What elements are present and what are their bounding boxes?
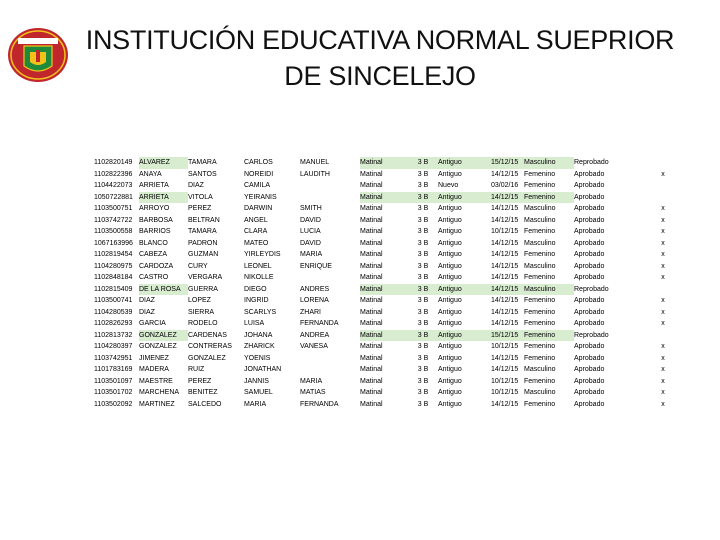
first-surname-cell: ANAYA [139,170,162,178]
shift-cell: Matinal [360,343,383,350]
gender-cell: Femenino [524,308,556,316]
second-surname-cell: CURY [188,262,208,270]
grade-cell: 3 B [417,320,429,327]
grade-cell: 3 B [408,192,438,204]
first-name-cell: NOREIDI [244,170,274,178]
shift-cell: Matinal [360,366,383,373]
table-row [94,399,688,411]
student-id-cell: 1102813732 [94,331,133,339]
gender-cell: Femenino [524,354,556,362]
middle-name-cell [300,192,360,204]
date-cell: 14/12/15 [491,274,519,281]
grade-cell: 3 B [408,157,438,169]
table-row [94,387,688,399]
first-surname-cell: ALVAREZ [139,157,188,169]
table-row [94,307,688,319]
grade-cell: 3 B [408,284,438,296]
middle-name-cell: VANESA [300,343,328,350]
second-surname-cell: SALCEDO [188,400,222,408]
grade-cell: 3 B [417,366,429,373]
second-surname-cell: PADRON [188,239,218,247]
mark-cell: x [661,228,665,235]
title-line-2: DE SINCELEJO [284,61,476,91]
shift-cell: Matinal [360,274,383,281]
first-name-cell: YIRLEYDIS [244,251,281,258]
grade-cell: 3 B [417,274,429,281]
table-row [94,157,688,169]
grade-cell: 3 B [417,262,429,270]
date-cell: 14/12/15 [491,239,519,247]
mark-cell [638,192,688,204]
student-id-cell: 1067163996 [94,239,133,247]
result-cell: Aprobado [574,251,605,258]
grade-cell: 3 B [408,330,438,342]
middle-name-cell: MANUEL [300,159,330,166]
enrollment-status-cell: Antiguo [438,366,462,373]
second-surname-cell: GONZALEZ [188,354,226,362]
second-surname-cell: BENITEZ [188,389,218,396]
first-name-cell: JOHANA [244,331,273,339]
student-id-cell: 1102822396 [94,170,133,178]
result-cell: Aprobado [574,216,605,224]
first-surname-cell: CABEZA [139,251,168,258]
mark-cell: x [661,400,665,408]
mark-cell: x [661,354,665,362]
date-cell: 14/12/15 [491,216,519,224]
second-surname-cell: CARDENAS [188,331,227,339]
student-id-cell: 1101783169 [94,366,133,373]
first-surname-cell: ARROYO [139,205,170,212]
first-name-cell: NIKOLLE [244,274,274,281]
grade-cell: 3 B [417,170,429,178]
first-surname-cell: GONZALEZ [139,343,177,350]
date-cell: 15/12/15 [491,330,524,342]
date-cell: 14/12/15 [491,400,519,408]
student-id-cell: 1050722881 [94,193,133,201]
first-name-cell: ZHARICK [244,343,275,350]
gender-cell: Masculino [524,262,556,270]
second-surname-cell: GUERRA [188,285,218,293]
result-cell: Aprobado [574,182,605,189]
result-cell: Aprobado [574,228,605,235]
result-cell: Aprobado [574,320,605,327]
second-surname-cell: TAMARA [188,159,217,166]
first-name-cell: DARWIN [244,205,273,212]
middle-name-cell [300,353,360,365]
second-surname-cell: CONTRERAS [188,343,232,350]
grade-cell: 3 B [417,354,429,362]
second-surname-cell: GUZMAN [188,251,219,258]
shift-cell: Matinal [360,228,383,235]
shift-cell: Matinal [360,157,408,169]
mark-cell: x [661,170,665,178]
result-cell: Aprobado [574,354,605,362]
gender-cell: Masculino [524,366,556,373]
student-id-cell: 1104422073 [94,182,133,189]
middle-name-cell: DAVID [300,216,321,224]
shift-cell: Matinal [360,400,383,408]
enrollment-status-cell: Antiguo [438,205,462,212]
mark-cell: x [661,366,665,373]
result-cell: Reprobado [574,159,609,166]
student-id-cell: 1103500741 [94,297,133,304]
mark-cell: x [661,251,665,258]
mark-cell [638,157,688,169]
date-cell: 14/12/15 [491,297,519,304]
student-id-cell: 1102819454 [94,251,133,258]
gender-cell: Femenino [524,251,556,258]
first-surname-cell: GONZALEZ [139,330,188,342]
gender-cell: Masculino [524,205,556,212]
middle-name-cell [300,180,360,192]
enrollment-status-cell: Antiguo [438,330,491,342]
second-surname-cell: TAMARA [188,228,217,235]
second-surname-cell: SIERRA [188,308,215,316]
middle-name-cell: LAUDITH [300,170,330,178]
table-row [94,215,688,227]
table-row [94,226,688,238]
middle-name-cell: DAVID [300,239,321,247]
student-id-cell: 1103500751 [94,205,133,212]
shift-cell: Matinal [360,389,383,396]
first-name-cell: CLARA [244,228,268,235]
first-name-cell: YOENIS [244,354,271,362]
first-name-cell: MARIA [244,400,267,408]
result-cell: Aprobado [574,400,605,408]
second-surname-cell: PEREZ [188,377,212,385]
first-surname-cell: CASTRO [139,274,169,281]
result-cell: Aprobado [574,343,605,350]
table-row [94,203,688,215]
gender-cell: Femenino [524,330,574,342]
middle-name-cell: MARIA [300,251,323,258]
date-cell: 10/12/15 [491,228,519,235]
result-cell: Aprobado [574,193,605,201]
result-cell: Aprobado [574,377,605,385]
second-surname-cell: PEREZ [188,205,212,212]
mark-cell: x [661,216,665,224]
grade-cell: 3 B [417,216,429,224]
first-name-cell: JONATHAN [244,366,282,373]
middle-name-cell: MARIA [300,377,323,385]
middle-name-cell: FERNANDA [300,400,339,408]
result-cell: Reprobado [574,285,609,293]
student-id-cell: 1102820149 [94,159,133,166]
first-name-cell: MATEO [244,239,269,247]
second-surname-cell: LOPEZ [188,297,211,304]
student-id-cell: 1103742951 [94,354,133,362]
second-surname-cell: SANTOS [188,170,217,178]
date-cell: 14/12/15 [491,251,519,258]
enrollment-status-cell: Antiguo [438,320,462,327]
second-surname-cell: DIAZ [188,182,204,189]
middle-name-cell: ZHARI [300,308,321,316]
grade-cell: 3 B [417,251,429,258]
middle-name-cell [300,272,360,284]
gender-cell: Femenino [524,170,556,178]
first-name-cell: SCARLYS [244,308,277,316]
shift-cell: Matinal [360,170,383,178]
first-surname-cell: DE LA ROSA [139,284,188,296]
student-id-cell: 1103500558 [94,228,133,235]
shift-cell: Matinal [360,262,383,270]
first-surname-cell: CARDOZA [139,262,174,270]
date-cell: 10/12/15 [491,343,519,350]
first-name-cell: ANGEL [244,216,268,224]
gender-cell: Femenino [524,192,574,204]
result-cell: Aprobado [574,308,605,316]
result-cell: Aprobado [574,366,605,373]
grade-cell: 3 B [417,400,429,408]
mark-cell: x [661,389,665,396]
gender-cell: Masculino [524,284,574,296]
mark-cell [638,180,688,192]
gender-cell: Femenino [524,297,556,304]
enrollment-status-cell: Antiguo [438,239,462,247]
enrollment-status-cell: Antiguo [438,400,462,408]
first-name-cell: JANNIS [244,377,269,385]
middle-name-cell: MATIAS [300,389,326,396]
result-cell: Aprobado [574,170,605,178]
gender-cell: Femenino [524,377,556,385]
second-surname-cell: VITOLA [188,193,213,201]
enrollment-status-cell: Antiguo [438,377,462,385]
shift-cell: Matinal [360,182,383,189]
first-surname-cell: GARCIA [139,320,166,327]
enrollment-status-cell: Antiguo [438,192,491,204]
student-id-cell: 1104280397 [94,343,133,350]
first-surname-cell: BLANCO [139,239,168,247]
date-cell: 14/12/15 [491,192,524,204]
mark-cell: x [661,320,665,327]
table-row [94,364,688,376]
first-surname-cell: MARCHENA [139,389,180,396]
shift-cell: Matinal [360,308,383,316]
middle-name-cell [300,364,360,376]
mark-cell: x [661,239,665,247]
student-id-cell: 1104280975 [94,262,133,270]
shift-cell: Matinal [360,354,383,362]
date-cell: 03/02/16 [491,182,519,189]
gender-cell: Femenino [524,228,556,235]
middle-name-cell: ANDRES [300,285,330,293]
grade-cell: 3 B [417,308,429,316]
first-name-cell: INGRID [244,297,269,304]
gender-cell: Masculino [524,216,556,224]
middle-name-cell: SMITH [300,205,322,212]
first-name-cell: LEONEL [244,262,272,270]
result-cell: Aprobado [574,262,605,270]
gender-cell: Femenino [524,274,556,281]
date-cell: 15/12/15 [491,157,524,169]
enrollment-status-cell: Antiguo [438,228,462,235]
gender-cell: Femenino [524,320,556,327]
enrollment-status-cell: Antiguo [438,274,462,281]
middle-name-cell: ENRIQUE [300,262,332,270]
result-cell: Aprobado [574,205,605,212]
enrollment-status-cell: Antiguo [438,170,462,178]
date-cell: 10/12/15 [491,389,519,396]
student-id-cell: 1103501702 [94,389,133,396]
table-row [94,318,688,330]
mark-cell: x [661,377,665,385]
first-surname-cell: BARRIOS [139,228,171,235]
shift-cell: Matinal [360,192,408,204]
enrollment-status-cell: Antiguo [438,251,462,258]
date-cell: 14/12/15 [491,205,519,212]
second-surname-cell: RUIZ [188,366,205,373]
table-row [94,376,688,388]
first-name-cell: CAMILA [244,182,271,189]
grade-cell: 3 B [417,205,429,212]
enrollment-status-cell: Antiguo [438,284,491,296]
gender-cell: Femenino [524,400,556,408]
result-cell: Aprobado [574,389,605,396]
middle-name-cell: FERNANDA [300,320,339,327]
date-cell: 14/12/15 [491,366,519,373]
mark-cell: x [661,262,665,270]
grade-cell: 3 B [417,389,429,396]
table-row [94,238,688,250]
shift-cell: Matinal [360,320,383,327]
first-surname-cell: DIAZ [139,308,155,316]
table-row [94,272,688,284]
grade-cell: 3 B [417,343,429,350]
student-id-cell: 1103502092 [94,400,133,408]
gender-cell: Masculino [524,389,556,396]
enrollment-status-cell: Antiguo [438,389,462,396]
date-cell: 14/12/15 [491,284,524,296]
table-row [94,249,688,261]
first-name-cell: DIEGO [244,285,267,293]
first-surname-cell: MADERA [139,366,169,373]
date-cell: 14/12/15 [491,308,519,316]
second-surname-cell: BELTRAN [188,216,220,224]
enrollment-status-cell: Antiguo [438,262,462,270]
shift-cell: Matinal [360,377,383,385]
table-row [94,261,688,273]
result-cell: Aprobado [574,274,605,281]
first-surname-cell: ARRIETA [139,192,188,204]
table-row [94,353,688,365]
student-roster-table [94,157,688,410]
student-id-cell: 1102826293 [94,320,133,327]
second-surname-cell: VERGARA [188,274,223,281]
date-cell: 14/12/15 [491,262,519,270]
date-cell: 14/12/15 [491,320,519,327]
student-id-cell: 1103742722 [94,216,133,224]
student-id-cell: 1102815409 [94,285,133,293]
table-row [94,284,688,296]
enrollment-status-cell: Nuevo [438,182,459,189]
shift-cell: Matinal [360,297,383,304]
enrollment-status-cell: Antiguo [438,157,491,169]
table-row [94,341,688,353]
middle-name-cell: LORENA [300,297,329,304]
middle-name-cell: LUCIA [300,228,321,235]
first-surname-cell: MAESTRE [139,377,173,385]
grade-cell: 3 B [417,182,429,189]
gender-cell: Femenino [524,182,556,189]
first-surname-cell: BARBOSA [139,216,173,224]
mark-cell: x [661,274,665,281]
first-name-cell: CARLOS [244,159,273,166]
result-cell: Reprobado [574,331,609,339]
student-id-cell: 1103501097 [94,377,133,385]
enrollment-status-cell: Antiguo [438,354,462,362]
second-surname-cell: RODELO [188,320,218,327]
enrollment-status-cell: Antiguo [438,297,462,304]
student-id-cell: 1102848184 [94,274,133,281]
enrollment-status-cell: Antiguo [438,343,462,350]
first-name-cell: YEIRANIS [244,193,277,201]
first-name-cell: LUISA [244,320,265,327]
grade-cell: 3 B [417,228,429,235]
title-line-1: INSTITUCIÓN EDUCATIVA NORMAL SUEPRIOR [85,25,675,55]
first-surname-cell: MARTINEZ [139,400,175,408]
mark-cell: x [661,308,665,316]
first-surname-cell: DIAZ [139,297,155,304]
mark-cell [638,330,688,342]
shift-cell: Matinal [360,216,383,224]
shift-cell: Matinal [360,205,383,212]
enrollment-status-cell: Antiguo [438,308,462,316]
shift-cell: Matinal [360,251,383,258]
first-surname-cell: ARRIETA [139,182,169,189]
table-row [94,169,688,181]
mark-cell: x [661,205,665,212]
mark-cell: x [661,343,665,350]
date-cell: 14/12/15 [491,354,519,362]
gender-cell: Masculino [524,239,556,247]
shift-cell: Matinal [360,239,383,247]
result-cell: Aprobado [574,239,605,247]
first-name-cell: SAMUEL [244,389,273,396]
gender-cell: Masculino [524,157,574,169]
grade-cell: 3 B [417,377,429,385]
result-cell: Aprobado [574,297,605,304]
student-id-cell: 1104280539 [94,308,133,316]
table-row [94,295,688,307]
enrollment-status-cell: Antiguo [438,216,462,224]
table-row [94,192,688,204]
grade-cell: 3 B [417,239,429,247]
date-cell: 10/12/15 [491,377,519,385]
first-surname-cell: JIMENEZ [139,354,169,362]
table-row [94,330,688,342]
table-row [94,180,688,192]
mark-cell [638,284,688,296]
gender-cell: Femenino [524,343,556,350]
school-crest-logo [6,22,70,88]
grade-cell: 3 B [417,297,429,304]
middle-name-cell: ANDREA [300,331,330,339]
date-cell: 14/12/15 [491,170,519,178]
shift-cell: Matinal [360,330,408,342]
shift-cell: Matinal [360,284,408,296]
mark-cell: x [661,297,665,304]
page-title [72,22,688,94]
